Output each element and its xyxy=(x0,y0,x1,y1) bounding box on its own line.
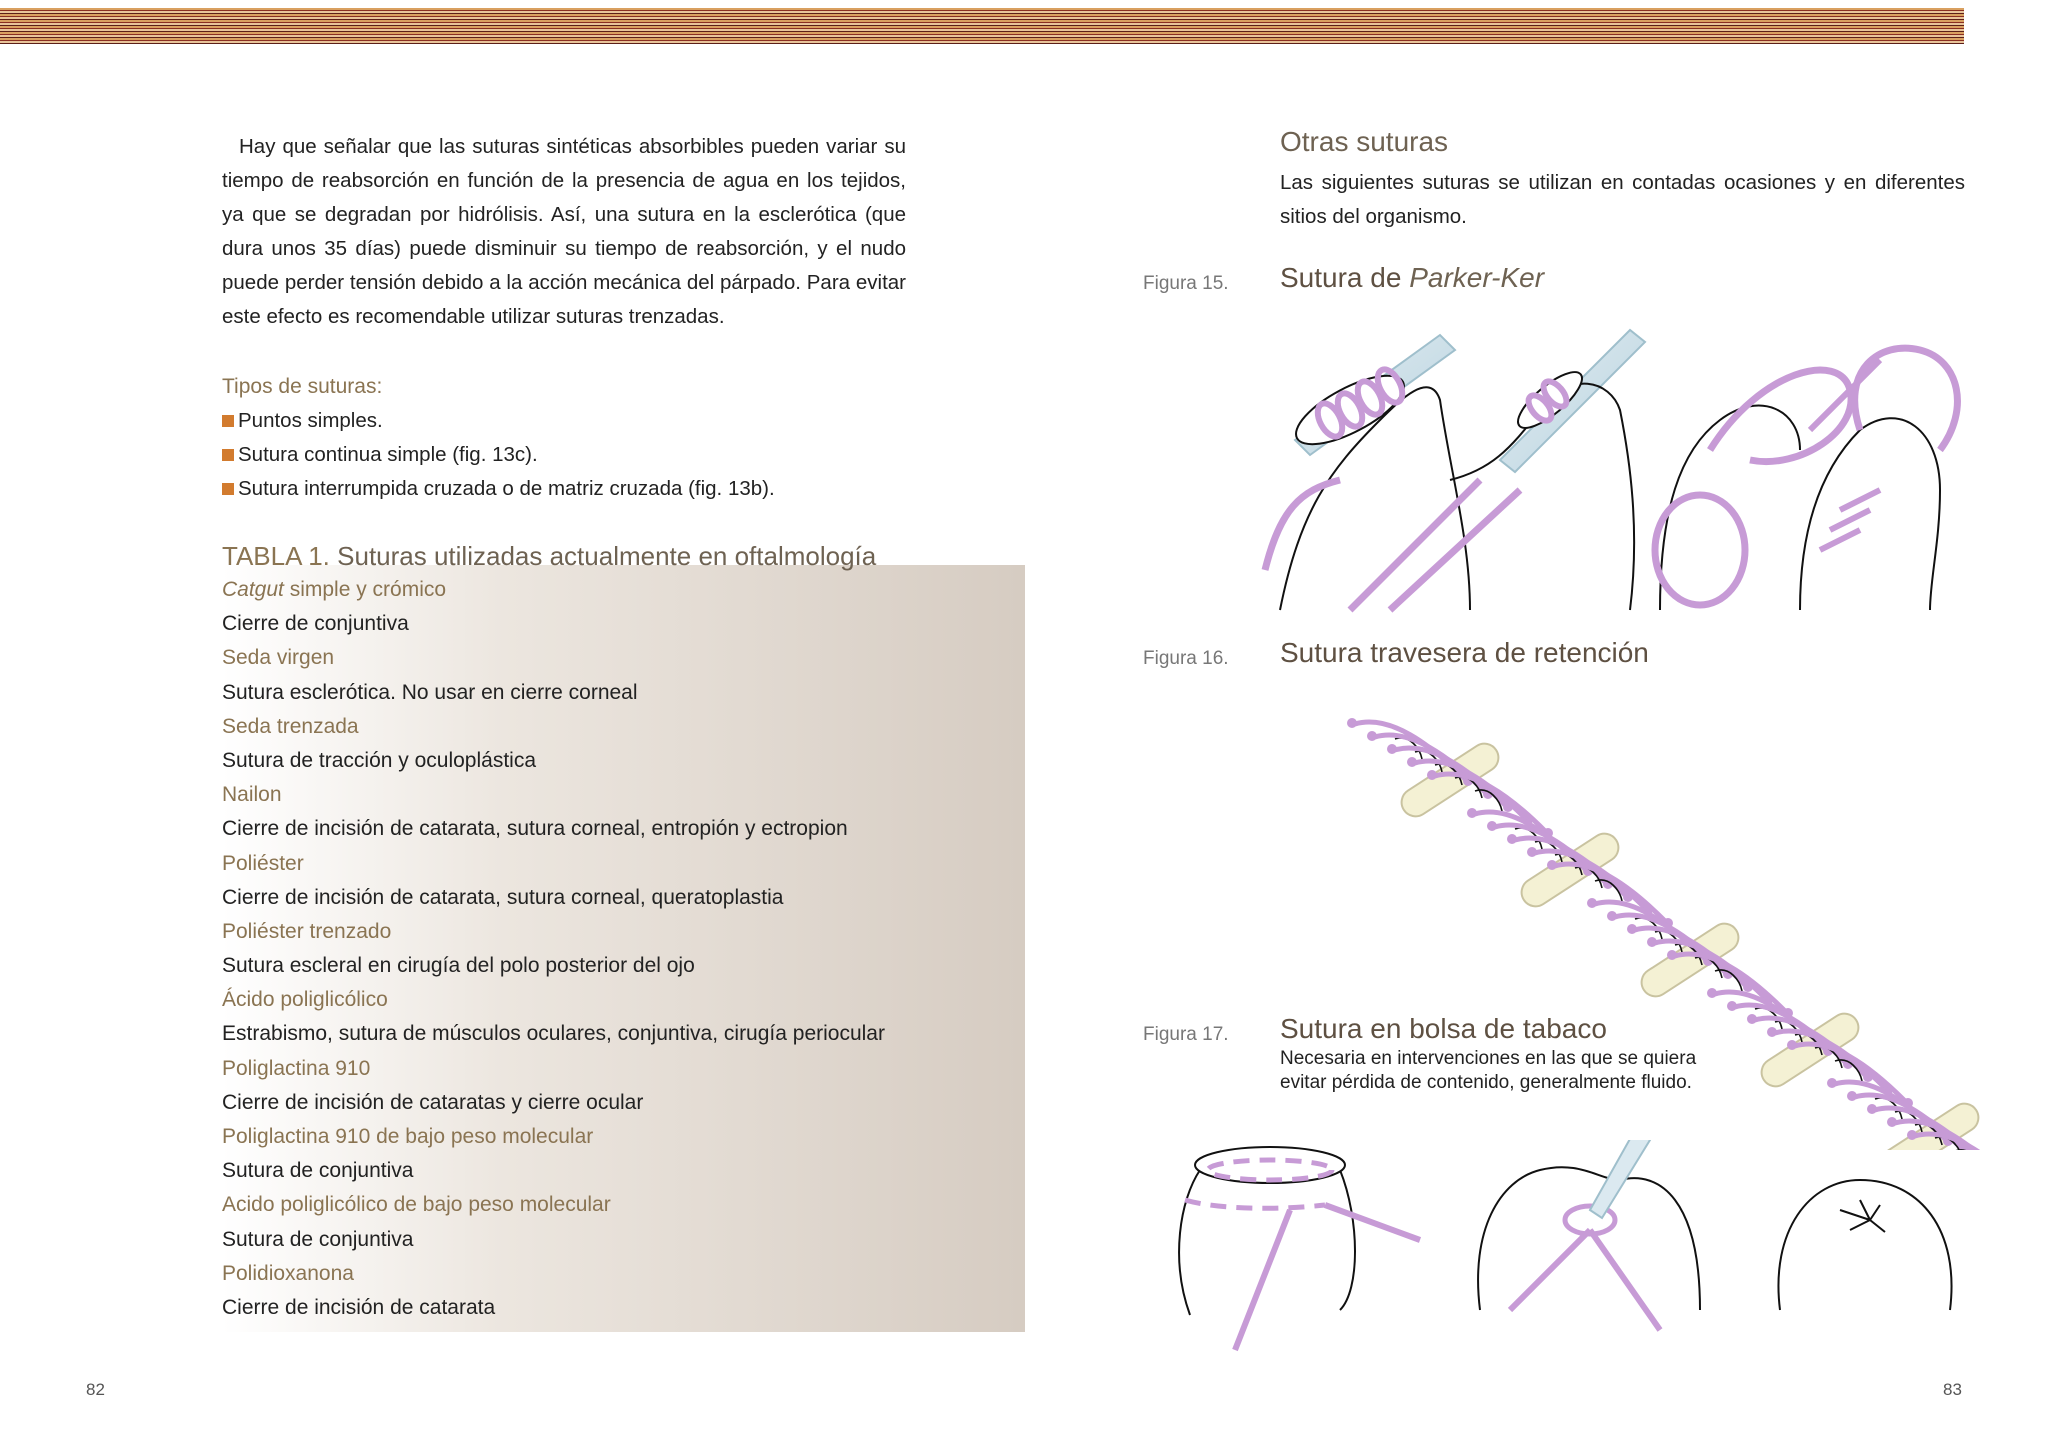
suture-knot xyxy=(1627,924,1637,934)
figure-15-label: Figura 15. xyxy=(1143,273,1229,294)
suture-knot xyxy=(1847,1091,1857,1101)
suture-knot xyxy=(1767,1027,1777,1037)
table-row-use: Sutura esclerótica. No usar en cierre corneal xyxy=(222,680,638,704)
suture-knot xyxy=(1467,808,1477,818)
table-title: TABLA 1. Suturas utilizadas actualmente en oftalmología xyxy=(222,541,877,571)
bolster xyxy=(1636,918,1744,1001)
table-row-name: Polidioxanona xyxy=(222,1261,354,1285)
intro-paragraph: Hay que señalar que las suturas sintéticas absorbibles pueden variar su tiempo de reabsorción en función de la presencia de agua en los tejidos, ya que se degradan por hidrólisis. Así, una sutura en la esclerótica (que dura unos 35 días) puede disminuir su tiempo de reabsorción, y el nudo puede perder tensión debido a la acción mecánica del párpado. Para evitar este efecto es recomendable utilizar suturas trenzadas. xyxy=(222,135,906,328)
suture-table xyxy=(222,573,885,1325)
suture-knot xyxy=(1387,744,1397,754)
table-row-use: Cierre de conjuntiva xyxy=(222,612,409,636)
table-row-name: Poliglactina 910 xyxy=(222,1056,371,1080)
bolster xyxy=(1516,828,1624,911)
suture-knot xyxy=(1407,757,1417,767)
otras-suturas-heading: Otras suturas xyxy=(1280,126,1449,157)
fig15-panel-2 xyxy=(1390,330,1645,610)
suture-knot xyxy=(1587,898,1597,908)
figure-17-illustration xyxy=(1160,1140,1980,1360)
table-row-name: Catgut simple y crómico xyxy=(222,578,447,601)
suture-knot xyxy=(1727,1001,1737,1011)
table-row-use: Cierre de incisión de catarata, sutura corneal, entropión y ectropion xyxy=(222,817,848,841)
otras-suturas-text: Las siguientes suturas se utilizan en contadas ocasiones y en diferentes sitios del organismo. xyxy=(1280,171,1965,228)
suture-knot xyxy=(1367,731,1377,741)
table-row-name: Acido poliglicólico de bajo peso molecular xyxy=(222,1193,611,1217)
figure-16-label: Figura 16. xyxy=(1143,648,1229,669)
table-row-use: Sutura de conjuntiva xyxy=(222,1159,414,1183)
bolster xyxy=(1756,1008,1864,1091)
page-number-right: 83 xyxy=(1943,1380,1962,1399)
suture-knot xyxy=(1527,847,1537,857)
fig17-panel-2 xyxy=(1478,1140,1700,1330)
list-item: Puntos simples. xyxy=(222,404,775,438)
figure-17-label: Figura 17. xyxy=(1143,1024,1229,1045)
suture-knot xyxy=(1507,834,1517,844)
fig15-panel-4 xyxy=(1800,348,1957,610)
figure-16-title: Sutura travesera de retención xyxy=(1280,637,1649,668)
suture-knot xyxy=(1547,860,1557,870)
list-item: Sutura continua simple (fig. 13c). xyxy=(222,438,775,472)
bullet-icon xyxy=(222,449,234,461)
suture-knot xyxy=(1707,988,1717,998)
suture-knot xyxy=(1427,770,1437,780)
tipos-list xyxy=(222,404,775,506)
figure-17-title: Sutura en bolsa de tabaco xyxy=(1280,1013,1607,1044)
fig15-panel-1 xyxy=(1265,335,1480,610)
suture-knot xyxy=(1907,1130,1917,1140)
table-row-name: Poliéster xyxy=(222,851,304,875)
suture-knot xyxy=(1607,911,1617,921)
table-row-name: Poliéster trenzado xyxy=(222,919,392,943)
suture-knot xyxy=(1787,1040,1797,1050)
table-row-name: Seda virgen xyxy=(222,646,335,670)
suture-knot xyxy=(1487,821,1497,831)
tipos-heading: Tipos de suturas: xyxy=(222,375,383,398)
suture-knot xyxy=(1647,937,1657,947)
table-row-use: Sutura de conjuntiva xyxy=(222,1227,414,1251)
fig17-panel-3 xyxy=(1778,1180,1951,1310)
table-row-name: Ácido poliglicólico xyxy=(222,988,388,1012)
suture-knot xyxy=(1827,1078,1837,1088)
figure-17-description: Necesaria en intervenciones en las que se quiera evitar pérdida de contenido, generalmente fluido. xyxy=(1280,1048,1697,1093)
list-item: Sutura interrumpida cruzada o de matriz cruzada (fig. 13b). xyxy=(222,472,775,506)
suture-knot xyxy=(1347,718,1357,728)
table-row-name: Nailon xyxy=(222,783,282,807)
table-row-use: Estrabismo, sutura de músculos oculares, conjuntiva, cirugía periocular xyxy=(222,1022,885,1046)
fig15-panel-3 xyxy=(1655,360,1880,610)
suture-knot xyxy=(1867,1104,1877,1114)
page-number-left: 82 xyxy=(86,1380,105,1399)
bullet-icon xyxy=(222,483,234,495)
suture-knot xyxy=(1747,1014,1757,1024)
suture-knot xyxy=(1667,950,1677,960)
table-row-use: Sutura escleral en cirugía del polo posterior del ojo xyxy=(222,954,695,978)
figure-15-illustration xyxy=(1240,310,1980,620)
table-row-use: Cierre de incisión de catarata, sutura corneal, queratoplastia xyxy=(222,885,784,909)
table-row-name: Poliglactina 910 de bajo peso molecular xyxy=(222,1125,594,1148)
bolster xyxy=(1396,738,1504,821)
header-stripe xyxy=(0,8,1964,44)
fig17-panel-1 xyxy=(1179,1147,1420,1350)
table-row-use: Sutura de tracción y oculoplástica xyxy=(222,748,537,772)
suture-knot xyxy=(1887,1117,1897,1127)
figure-15-title: Sutura de Parker-Ker xyxy=(1280,262,1545,293)
table-row-use: Cierre de incisión de catarata xyxy=(222,1295,496,1319)
table-row-use: Cierre de incisión de cataratas y cierre ocular xyxy=(222,1090,644,1114)
table-row-name: Seda trenzada xyxy=(222,714,359,738)
bullet-icon xyxy=(222,415,234,427)
